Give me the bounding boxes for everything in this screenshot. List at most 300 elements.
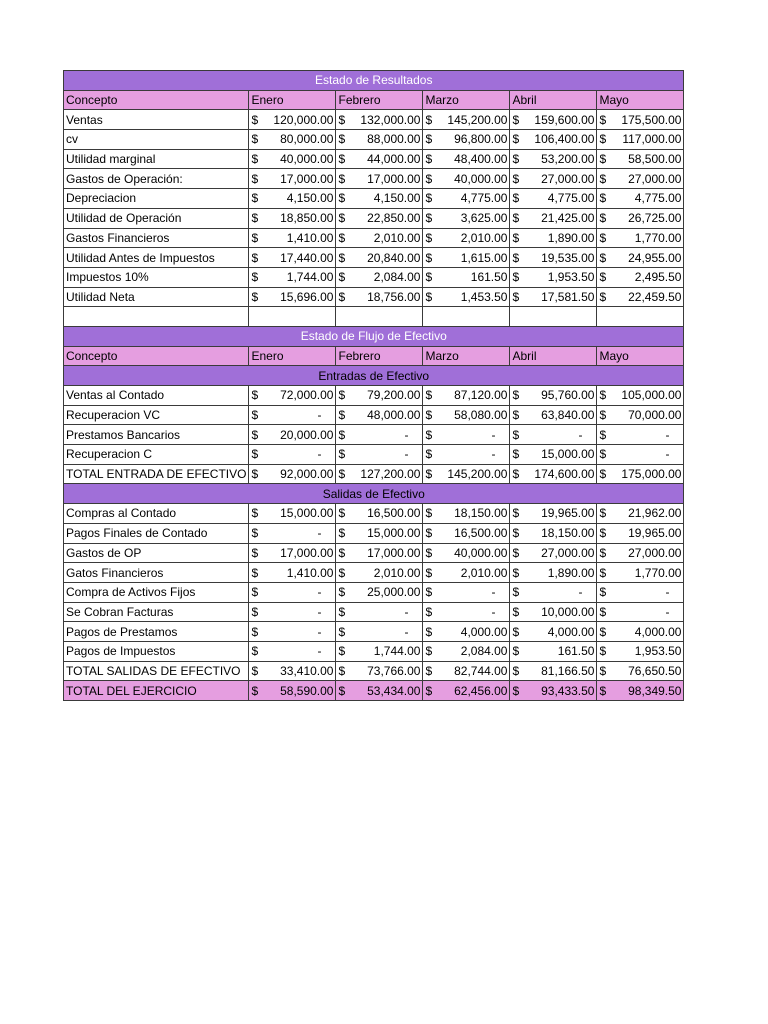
amount-cell[interactable] <box>510 543 597 563</box>
amount-value: - <box>317 624 322 639</box>
currency-symbol: $ <box>251 230 259 245</box>
amount-cell[interactable] <box>249 445 336 465</box>
amount-value: 175,500.00 <box>621 112 682 127</box>
currency-symbol: $ <box>599 565 607 580</box>
currency-symbol: $ <box>338 112 346 127</box>
currency-symbol: $ <box>512 506 520 521</box>
currency-symbol: $ <box>338 447 346 462</box>
amount-cell[interactable] <box>249 602 336 622</box>
amount-cell[interactable] <box>423 248 510 268</box>
header-month[interactable]: Febrero <box>336 90 423 110</box>
amount <box>425 426 507 444</box>
section-title-flujo <box>64 326 684 346</box>
amount-cell[interactable] <box>510 622 597 642</box>
amount-cell[interactable] <box>423 110 510 130</box>
amount-cell[interactable] <box>597 189 684 209</box>
amount-cell[interactable] <box>423 267 510 287</box>
row-label[interactable]: cv <box>64 130 249 150</box>
row-label[interactable]: Ventas <box>64 110 249 130</box>
amount-cell[interactable] <box>336 169 423 189</box>
amount <box>599 465 681 483</box>
spreadsheet-table <box>63 70 684 701</box>
amount-cell[interactable] <box>249 661 336 681</box>
empty-cell[interactable] <box>597 307 684 327</box>
amount <box>599 150 681 168</box>
amount <box>425 406 507 424</box>
amount-cell[interactable] <box>249 641 336 661</box>
amount-cell[interactable] <box>597 169 684 189</box>
amount-cell[interactable] <box>336 681 423 701</box>
amount-cell[interactable] <box>249 169 336 189</box>
amount-value: 70,000.00 <box>628 408 682 423</box>
header-month[interactable]: Enero <box>249 90 336 110</box>
blank-row <box>64 307 684 327</box>
amount-value: 19,535.00 <box>541 250 595 265</box>
currency-symbol: $ <box>425 152 433 167</box>
amount-cell[interactable] <box>597 445 684 465</box>
currency-symbol: $ <box>425 644 433 659</box>
amount-cell[interactable] <box>597 622 684 642</box>
currency-symbol: $ <box>512 565 520 580</box>
row-label[interactable]: Utilidad Neta <box>64 287 249 307</box>
subsection-salidas <box>64 484 684 504</box>
row-label[interactable]: Gastos de Operación: <box>64 169 249 189</box>
amount <box>338 209 420 227</box>
amount-cell[interactable] <box>249 228 336 248</box>
amount-cell[interactable] <box>510 504 597 524</box>
row-label[interactable]: Depreciacion <box>64 189 249 209</box>
amount <box>251 682 333 700</box>
amount-cell[interactable] <box>597 248 684 268</box>
amount-value: 16,500.00 <box>454 526 508 541</box>
row-label[interactable]: Compras al Contado <box>64 504 249 524</box>
amount <box>251 170 333 188</box>
amount-cell[interactable] <box>597 130 684 150</box>
row-label[interactable]: Pagos de Prestamos <box>64 622 249 642</box>
header-row-resultados <box>64 90 684 110</box>
table-row <box>64 386 684 406</box>
amount-cell[interactable] <box>249 464 336 484</box>
currency-symbol: $ <box>512 250 520 265</box>
amount-value: 98,349.50 <box>628 683 682 698</box>
amount-cell[interactable] <box>423 169 510 189</box>
header-month[interactable]: Mayo <box>597 90 684 110</box>
amount-value: 145,200.00 <box>447 112 508 127</box>
amount-cell[interactable] <box>249 208 336 228</box>
amount <box>512 544 594 562</box>
amount-cell[interactable] <box>510 189 597 209</box>
amount <box>599 504 681 522</box>
row-label[interactable]: Utilidad marginal <box>64 149 249 169</box>
table-row <box>64 602 684 622</box>
amount-value: 1,953.50 <box>634 644 682 659</box>
amount-cell[interactable] <box>249 405 336 425</box>
subsection-entradas-cell[interactable]: Entradas de Efectivo <box>64 366 684 386</box>
amount-cell[interactable] <box>510 208 597 228</box>
empty-cell[interactable] <box>336 307 423 327</box>
amount-cell[interactable] <box>510 661 597 681</box>
header-month[interactable]: Marzo <box>423 90 510 110</box>
amount-cell[interactable] <box>510 681 597 701</box>
amount-cell[interactable] <box>510 169 597 189</box>
currency-symbol: $ <box>512 467 520 482</box>
amount <box>251 406 333 424</box>
currency-symbol: $ <box>251 526 259 541</box>
amount-cell[interactable] <box>423 425 510 445</box>
amount-cell[interactable] <box>249 563 336 583</box>
amount <box>251 426 333 444</box>
amount-cell[interactable] <box>510 228 597 248</box>
amount-cell[interactable] <box>423 504 510 524</box>
amount <box>338 682 420 700</box>
amount-cell[interactable] <box>336 405 423 425</box>
amount-cell[interactable] <box>510 267 597 287</box>
currency-symbol: $ <box>251 427 259 442</box>
amount-cell[interactable] <box>249 386 336 406</box>
amount-cell[interactable] <box>423 523 510 543</box>
currency-symbol: $ <box>251 506 259 521</box>
amount-cell[interactable] <box>249 681 336 701</box>
amount-value: 53,200.00 <box>541 152 595 167</box>
table-row <box>64 523 684 543</box>
amount-cell[interactable] <box>249 189 336 209</box>
currency-symbol: $ <box>512 604 520 619</box>
amount-cell[interactable] <box>336 228 423 248</box>
amount-cell[interactable] <box>249 149 336 169</box>
currency-symbol: $ <box>512 112 520 127</box>
header-concepto[interactable]: Concepto <box>64 90 249 110</box>
table-row <box>64 681 684 701</box>
amount <box>425 524 507 542</box>
amount-cell[interactable] <box>597 543 684 563</box>
table-row <box>64 228 684 248</box>
row-label[interactable]: Ventas al Contado <box>64 386 249 406</box>
row-label[interactable]: Gastos Financieros <box>64 228 249 248</box>
amount-cell[interactable] <box>336 267 423 287</box>
amount-cell[interactable] <box>249 582 336 602</box>
amount-cell[interactable] <box>249 287 336 307</box>
amount-cell[interactable] <box>249 110 336 130</box>
amount-cell[interactable] <box>510 464 597 484</box>
table-row <box>64 110 684 130</box>
amount-cell[interactable] <box>336 622 423 642</box>
amount-cell[interactable] <box>597 267 684 287</box>
amount-cell[interactable] <box>423 681 510 701</box>
amount-cell[interactable] <box>336 130 423 150</box>
header-month[interactable]: Abril <box>510 346 597 366</box>
currency-symbol: $ <box>251 585 259 600</box>
row-label[interactable]: TOTAL SALIDAS DE EFECTIVO <box>64 661 249 681</box>
row-label[interactable]: Pagos Finales de Contado <box>64 523 249 543</box>
amount-cell[interactable] <box>336 248 423 268</box>
amount <box>599 524 681 542</box>
amount-cell[interactable] <box>423 405 510 425</box>
row-label[interactable]: Utilidad Antes de Impuestos <box>64 248 249 268</box>
amount-cell[interactable] <box>597 208 684 228</box>
amount-cell[interactable] <box>336 504 423 524</box>
currency-symbol: $ <box>425 112 433 127</box>
amount-cell[interactable] <box>597 228 684 248</box>
amount-cell[interactable] <box>423 464 510 484</box>
amount-value: 1,453.50 <box>460 289 508 304</box>
currency-symbol: $ <box>512 211 520 226</box>
row-label[interactable]: TOTAL ENTRADA DE EFECTIVO <box>64 464 249 484</box>
amount-value: 22,459.50 <box>628 289 682 304</box>
amount <box>599 111 681 129</box>
amount-value: 80,000.00 <box>280 132 334 147</box>
amount-cell[interactable] <box>423 149 510 169</box>
amount-cell[interactable] <box>336 149 423 169</box>
currency-symbol: $ <box>599 112 607 127</box>
amount-cell[interactable] <box>510 563 597 583</box>
amount-value: 2,084.00 <box>460 644 508 659</box>
amount <box>251 603 333 621</box>
amount-cell[interactable] <box>336 464 423 484</box>
amount-value: 20,000.00 <box>280 427 334 442</box>
amount-cell[interactable] <box>423 563 510 583</box>
section-title-resultados-cell[interactable]: Estado de Resultados <box>64 71 684 91</box>
amount <box>599 170 681 188</box>
header-month[interactable]: Abril <box>510 90 597 110</box>
amount-cell[interactable] <box>423 602 510 622</box>
currency-symbol: $ <box>338 545 346 560</box>
amount <box>512 268 594 286</box>
currency-symbol: $ <box>425 289 433 304</box>
amount <box>512 130 594 148</box>
amount <box>599 229 681 247</box>
amount-cell[interactable] <box>597 602 684 622</box>
currency-symbol: $ <box>599 289 607 304</box>
amount-value: 1,410.00 <box>286 565 334 580</box>
header-month[interactable]: Marzo <box>423 346 510 366</box>
amount-value: - <box>317 585 322 600</box>
amount-value: 4,775.00 <box>460 191 508 206</box>
amount-cell[interactable] <box>423 582 510 602</box>
currency-symbol: $ <box>425 132 433 147</box>
amount-cell[interactable] <box>510 149 597 169</box>
amount-cell[interactable] <box>249 267 336 287</box>
amount-value: - <box>404 624 409 639</box>
row-label[interactable]: Utilidad de Operación <box>64 208 249 228</box>
empty-cell[interactable] <box>423 307 510 327</box>
amount <box>338 229 420 247</box>
amount-value: 3,625.00 <box>460 211 508 226</box>
amount <box>251 564 333 582</box>
amount-cell[interactable] <box>597 504 684 524</box>
currency-symbol: $ <box>251 663 259 678</box>
amount-cell[interactable] <box>510 130 597 150</box>
amount-cell[interactable] <box>597 405 684 425</box>
currency-symbol: $ <box>599 447 607 462</box>
amount <box>338 524 420 542</box>
amount-cell[interactable] <box>597 149 684 169</box>
amount-value: 76,650.50 <box>628 663 682 678</box>
amount-value: 40,000.00 <box>454 545 508 560</box>
row-label[interactable]: Se Cobran Facturas <box>64 602 249 622</box>
amount <box>251 642 333 660</box>
amount-value: 132,000.00 <box>360 112 421 127</box>
amount-cell[interactable] <box>336 582 423 602</box>
currency-symbol: $ <box>338 467 346 482</box>
amount-value: 81,166.50 <box>541 663 595 678</box>
currency-symbol: $ <box>425 545 433 560</box>
amount-cell[interactable] <box>510 523 597 543</box>
amount-cell[interactable] <box>249 523 336 543</box>
amount-value: 19,965.00 <box>541 506 595 521</box>
row-label[interactable]: Compra de Activos Fijos <box>64 582 249 602</box>
amount-cell[interactable] <box>510 405 597 425</box>
amount-value: 95,760.00 <box>541 388 595 403</box>
currency-symbol: $ <box>338 270 346 285</box>
amount-value: 1,953.50 <box>547 270 595 285</box>
row-label[interactable]: Gastos de OP <box>64 543 249 563</box>
row-label[interactable]: Recuperacion C <box>64 445 249 465</box>
amount <box>425 564 507 582</box>
row-label[interactable]: Pagos de Impuestos <box>64 641 249 661</box>
amount-cell[interactable] <box>597 110 684 130</box>
amount-cell[interactable] <box>336 110 423 130</box>
amount-cell[interactable] <box>249 543 336 563</box>
amount <box>512 623 594 641</box>
amount-cell[interactable] <box>510 425 597 445</box>
amount-value: 17,000.00 <box>367 171 421 186</box>
amount <box>338 504 420 522</box>
amount-value: 24,955.00 <box>628 250 682 265</box>
header-month[interactable]: Febrero <box>336 346 423 366</box>
amount-cell[interactable] <box>597 386 684 406</box>
amount <box>599 209 681 227</box>
header-concepto[interactable]: Concepto <box>64 346 249 366</box>
currency-symbol: $ <box>599 467 607 482</box>
row-label[interactable]: Impuestos 10% <box>64 267 249 287</box>
amount-cell[interactable] <box>336 641 423 661</box>
header-month[interactable]: Mayo <box>597 346 684 366</box>
amount-cell[interactable] <box>249 130 336 150</box>
amount-cell[interactable] <box>597 641 684 661</box>
subsection-entradas <box>64 366 684 386</box>
currency-symbol: $ <box>425 191 433 206</box>
amount-cell[interactable] <box>423 622 510 642</box>
subsection-salidas-cell[interactable]: Salidas de Efectivo <box>64 484 684 504</box>
amount-cell[interactable] <box>423 386 510 406</box>
amount-cell[interactable] <box>423 543 510 563</box>
amount-value: 4,150.00 <box>373 191 421 206</box>
amount-cell[interactable] <box>249 248 336 268</box>
amount <box>251 249 333 267</box>
amount-cell[interactable] <box>597 582 684 602</box>
amount-cell[interactable] <box>597 287 684 307</box>
amount-cell[interactable] <box>510 641 597 661</box>
amount-cell[interactable] <box>597 563 684 583</box>
currency-symbol: $ <box>338 663 346 678</box>
amount-value: 145,200.00 <box>447 467 508 482</box>
amount-cell[interactable] <box>597 464 684 484</box>
amount-cell[interactable] <box>597 523 684 543</box>
header-month[interactable]: Enero <box>249 346 336 366</box>
table-row <box>64 169 684 189</box>
amount-cell[interactable] <box>597 661 684 681</box>
row-label[interactable]: Recuperacion VC <box>64 405 249 425</box>
empty-cell[interactable] <box>64 307 249 327</box>
amount-cell[interactable] <box>510 110 597 130</box>
amount-cell[interactable] <box>510 445 597 465</box>
currency-symbol: $ <box>425 585 433 600</box>
row-label[interactable]: Gatos Financieros <box>64 563 249 583</box>
amount-cell[interactable] <box>249 504 336 524</box>
amount-cell[interactable] <box>510 287 597 307</box>
amount-cell[interactable] <box>423 445 510 465</box>
currency-symbol: $ <box>338 152 346 167</box>
amount-value: - <box>317 604 322 619</box>
row-label[interactable]: Prestamos Bancarios <box>64 425 249 445</box>
empty-cell[interactable] <box>510 307 597 327</box>
amount-cell[interactable] <box>336 543 423 563</box>
amount-cell[interactable] <box>249 622 336 642</box>
amount-cell[interactable] <box>423 189 510 209</box>
amount-cell[interactable] <box>336 386 423 406</box>
amount-cell[interactable] <box>510 582 597 602</box>
amount-cell[interactable] <box>423 287 510 307</box>
amount-cell[interactable] <box>336 425 423 445</box>
row-label[interactable]: TOTAL DEL EJERCICIO <box>64 681 249 701</box>
amount <box>338 426 420 444</box>
amount-cell[interactable] <box>336 563 423 583</box>
table-row <box>64 563 684 583</box>
table-row <box>64 661 684 681</box>
amount-cell[interactable] <box>249 425 336 445</box>
amount-cell[interactable] <box>336 602 423 622</box>
amount-value: 17,000.00 <box>280 171 334 186</box>
amount-value: 87,120.00 <box>454 388 508 403</box>
table-row <box>64 248 684 268</box>
currency-symbol: $ <box>512 585 520 600</box>
empty-cell[interactable] <box>249 307 336 327</box>
amount-value: 161.50 <box>557 644 595 659</box>
amount-value: - <box>665 604 670 619</box>
currency-symbol: $ <box>599 132 607 147</box>
amount-cell[interactable] <box>510 602 597 622</box>
amount-cell[interactable] <box>423 228 510 248</box>
table-row <box>64 464 684 484</box>
amount-cell[interactable] <box>510 248 597 268</box>
amount <box>599 426 681 444</box>
amount <box>338 603 420 621</box>
amount <box>599 603 681 621</box>
amount-cell[interactable] <box>336 189 423 209</box>
currency-symbol: $ <box>425 604 433 619</box>
currency-symbol: $ <box>599 250 607 265</box>
amount-cell[interactable] <box>423 661 510 681</box>
amount <box>512 288 594 306</box>
amount-cell[interactable] <box>336 287 423 307</box>
amount-value: - <box>317 447 322 462</box>
amount-cell[interactable] <box>423 130 510 150</box>
amount <box>512 524 594 542</box>
amount <box>425 465 507 483</box>
currency-symbol: $ <box>512 152 520 167</box>
amount-cell[interactable] <box>423 641 510 661</box>
amount-cell[interactable] <box>336 523 423 543</box>
amount-value: 26,725.00 <box>628 211 682 226</box>
amount-cell[interactable] <box>510 386 597 406</box>
amount-cell[interactable] <box>423 208 510 228</box>
section-title-flujo-cell[interactable]: Estado de Flujo de Efectivo <box>64 326 684 346</box>
amount-cell[interactable] <box>336 661 423 681</box>
amount-cell[interactable] <box>597 681 684 701</box>
amount-cell[interactable] <box>336 208 423 228</box>
amount-cell[interactable] <box>336 445 423 465</box>
amount-cell[interactable] <box>597 425 684 445</box>
